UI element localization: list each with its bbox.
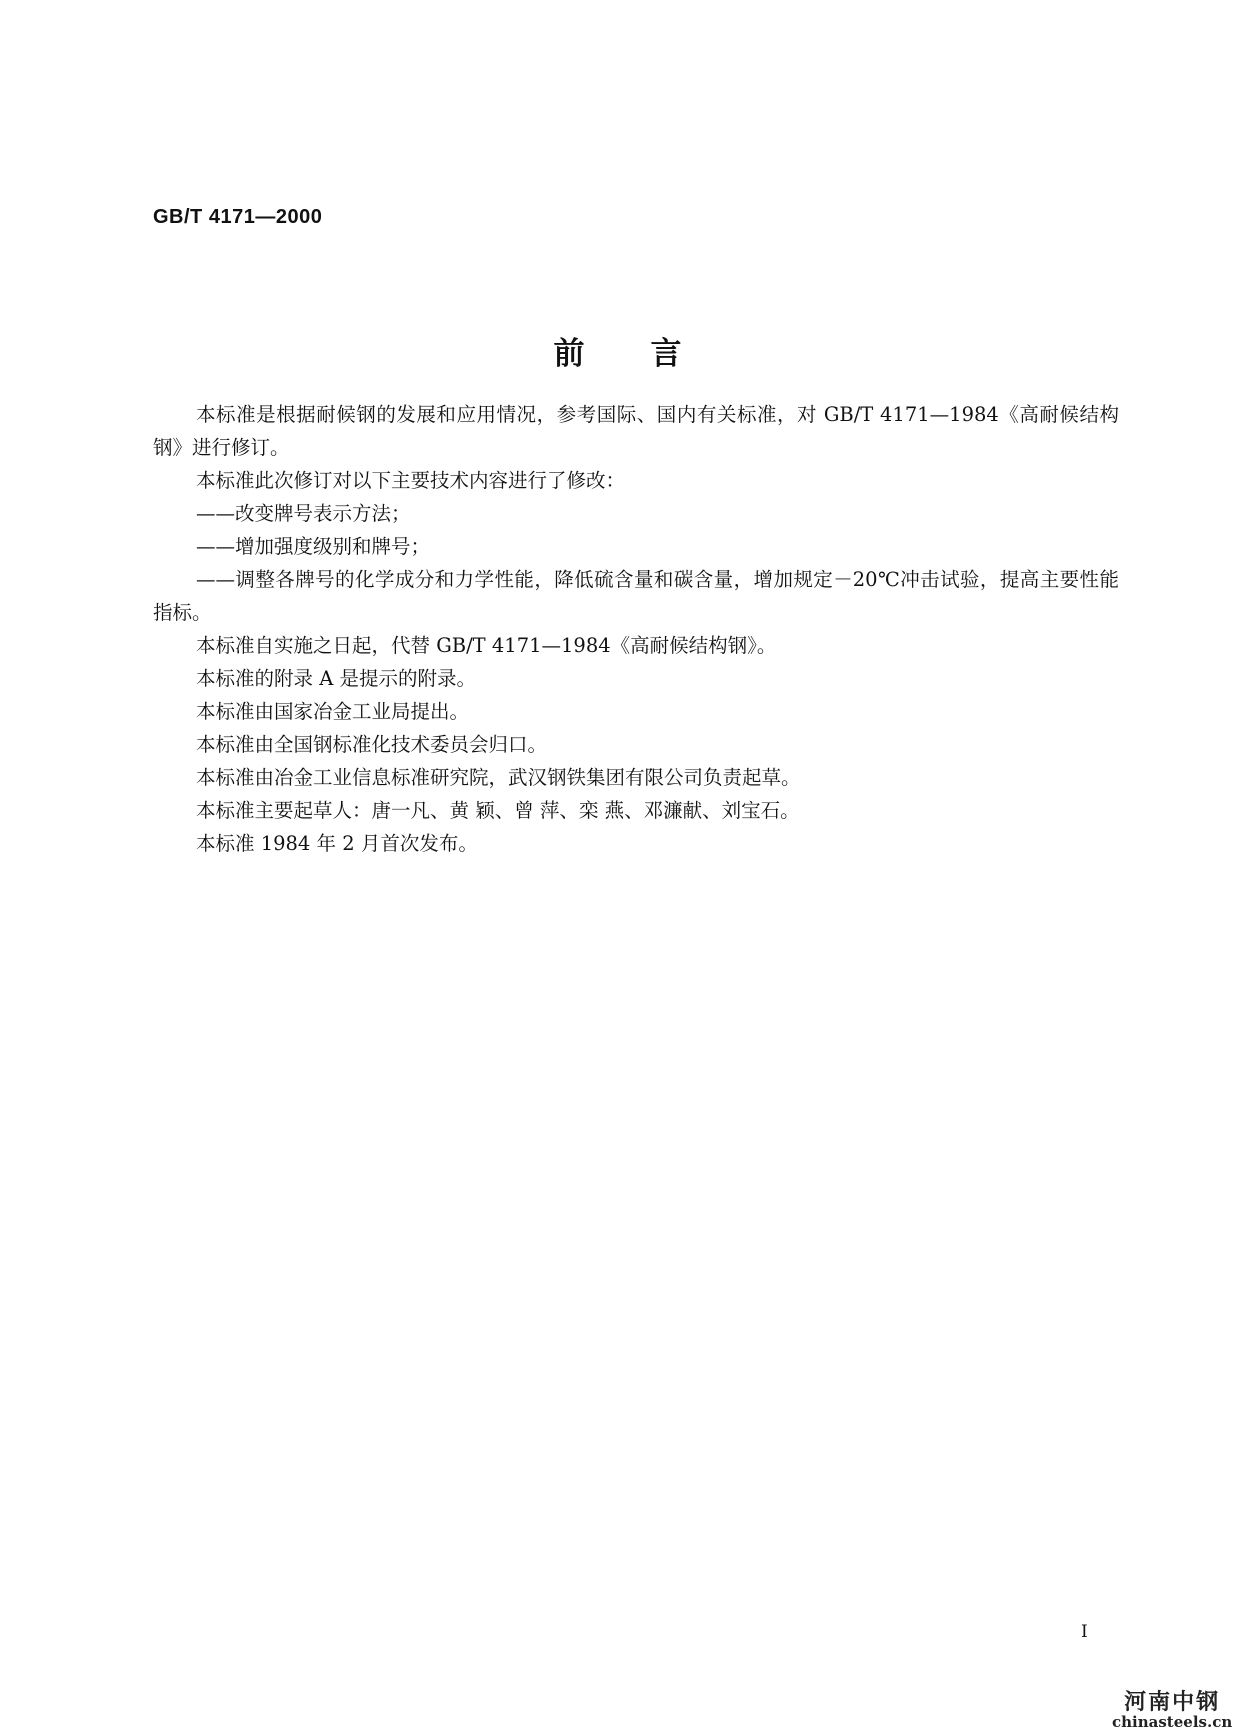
watermark-logo bbox=[1112, 1692, 1232, 1730]
paragraph: 本标准由全国钢标准化技术委员会归口。 bbox=[196, 733, 548, 756]
page-title: 前言 bbox=[553, 336, 748, 372]
paragraph: 本标准自实施之日起，代替 GB/T 4171—1984《高耐候结构钢》。 bbox=[196, 634, 777, 657]
watermark-cn: 河南中钢 bbox=[1124, 1690, 1221, 1715]
paragraph: 本标准由冶金工业信息标准研究院，武汉钢铁集团有限公司负责起草。 bbox=[196, 766, 801, 789]
paragraph: 本标准 1984 年 2 月首次发布。 bbox=[196, 832, 478, 855]
page-number: I bbox=[1081, 1622, 1088, 1642]
watermark-en: chinasteels.cn bbox=[1112, 1713, 1233, 1731]
list-item: ——增加强度级别和牌号； bbox=[196, 535, 431, 558]
list-item: ——改变牌号表示方法； bbox=[196, 502, 411, 525]
paragraph: 本标准此次修订对以下主要技术内容进行了修改： bbox=[196, 469, 626, 492]
list-item: ——调整各牌号的化学成分和力学性能，降低硫含量和碳含量，增加规定－20℃冲击试验，提高主要性能指标。 bbox=[153, 568, 1119, 624]
paragraph: 本标准的附录 A 是提示的附录。 bbox=[196, 667, 476, 690]
paragraph: 本标准是根据耐候钢的发展和应用情况，参考国际、国内有关标准，对 GB/T 4171—1984《高耐候结构钢》进行修订。 bbox=[153, 403, 1119, 459]
standard-code: GB/T 4171—2000 bbox=[153, 206, 323, 228]
foreword-body bbox=[153, 398, 1119, 860]
paragraph: 本标准主要起草人：唐一凡、黄 颖、曾 萍、栾 燕、邓濂献、刘宝石。 bbox=[196, 799, 800, 822]
paragraph: 本标准由国家冶金工业局提出。 bbox=[196, 700, 470, 723]
